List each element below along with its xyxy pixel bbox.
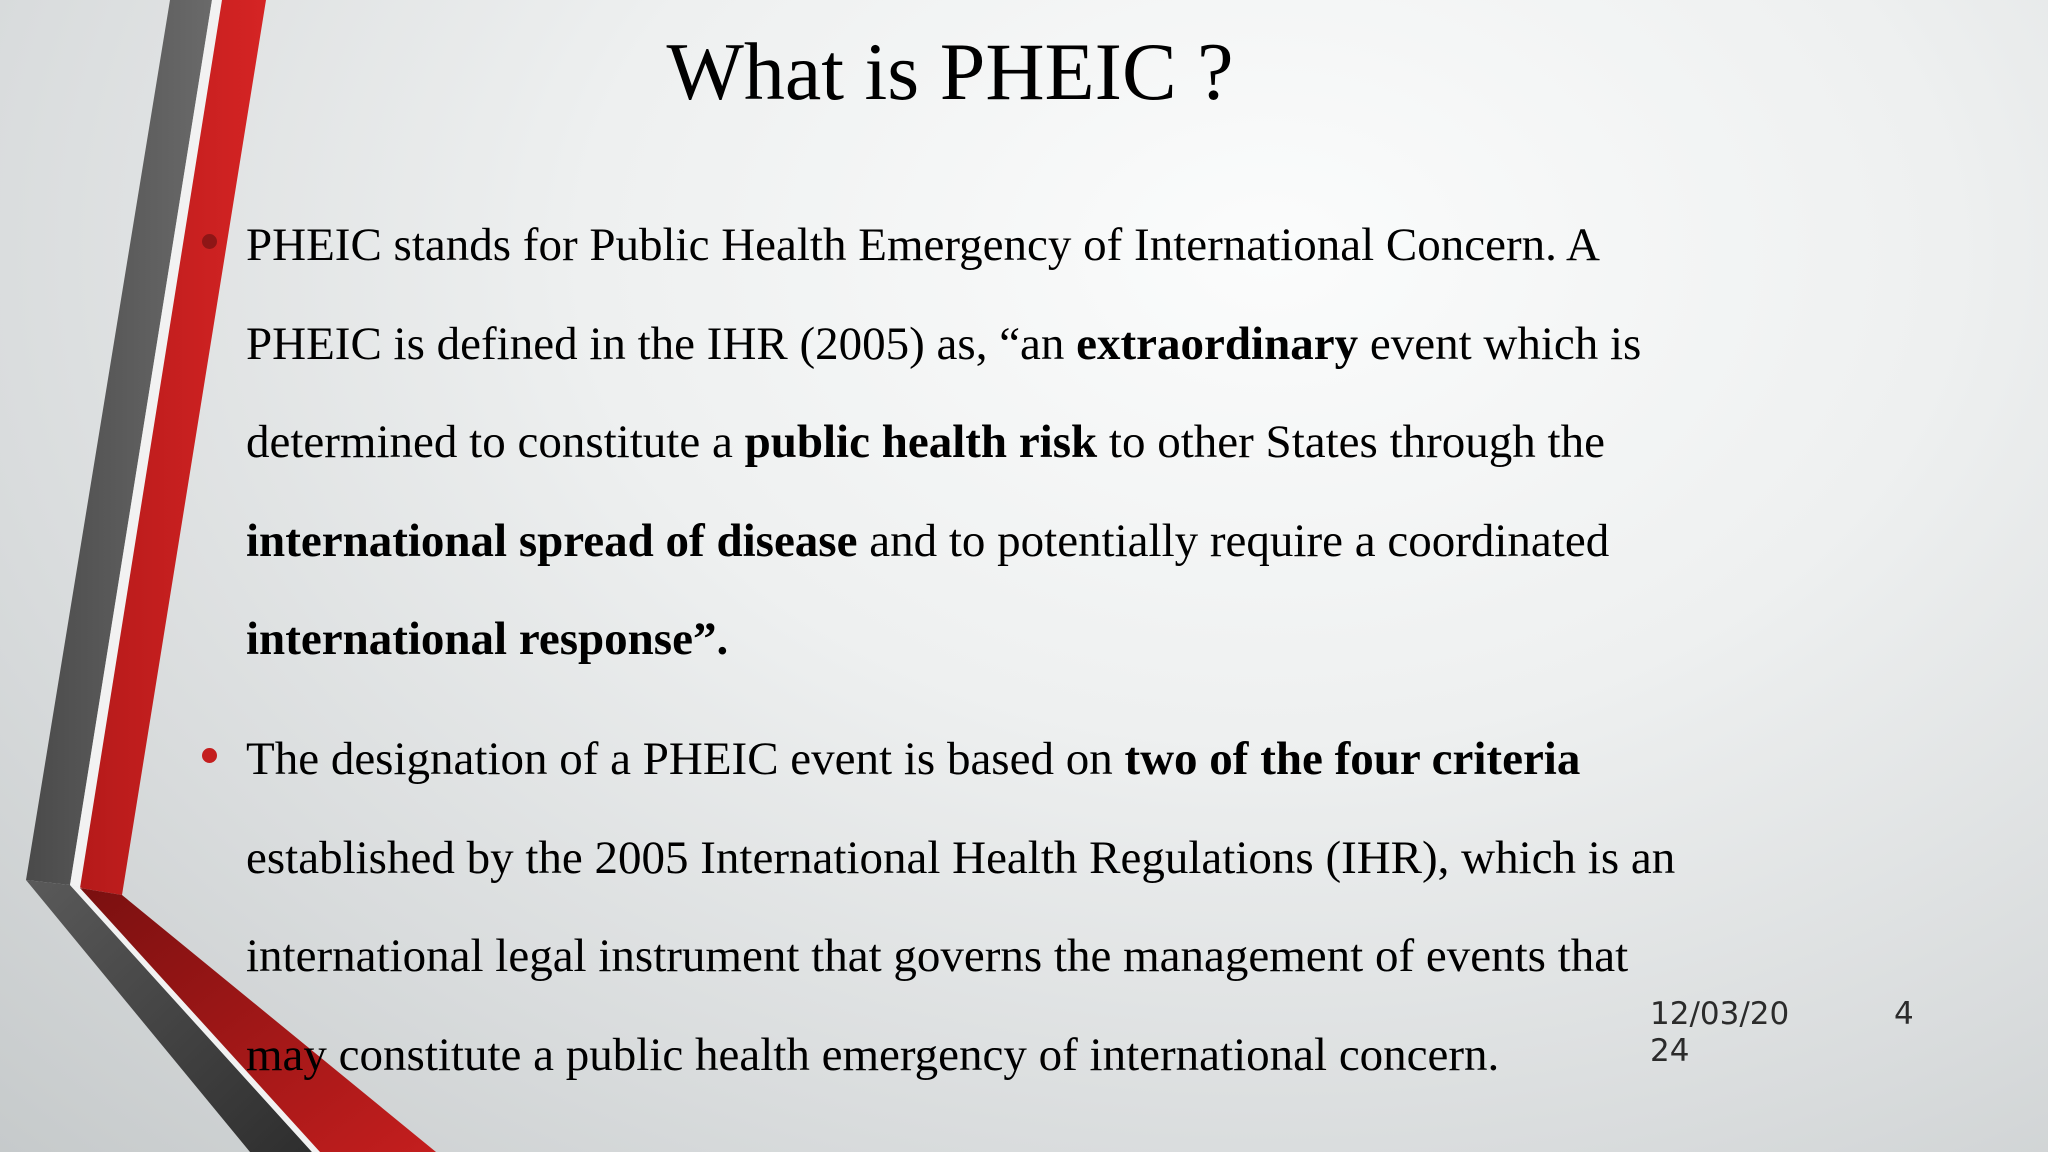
bullet-marker-2 xyxy=(202,748,217,763)
bold-text-run: extraordinary xyxy=(1076,317,1359,370)
bold-text-run: public health risk xyxy=(744,416,1098,468)
text-run: PHEIC stands for Public Health Emergency of International Concern. A xyxy=(246,219,1600,271)
text-run: to other States through the xyxy=(1097,416,1605,468)
bullet-marker-1 xyxy=(202,234,217,249)
bullet-2-line-3 xyxy=(246,907,1846,1006)
bullet-1-line-1 xyxy=(246,196,1846,295)
page-number: 4 xyxy=(1894,996,1914,1032)
bullet-1-line-3 xyxy=(246,393,1846,492)
bullet-paragraph-2 xyxy=(246,710,1846,1104)
footer-date: 12/03/2024 xyxy=(1650,996,1790,1069)
slide-title: What is PHEIC ? xyxy=(666,26,1234,117)
bold-text-run: international spread of disease xyxy=(246,514,858,567)
bold-text-run: international response”. xyxy=(246,613,729,665)
text-run: event which is xyxy=(1358,317,1642,370)
bullet-1-line-5 xyxy=(246,590,1846,689)
bullet-1-line-2 xyxy=(246,295,1846,394)
bold-text-run: two of the four criteria xyxy=(1124,733,1581,785)
text-run: international legal instrument that governs the management of events that xyxy=(246,930,1629,982)
text-run: and to potentially require a coordinated xyxy=(857,514,1610,567)
bullet-2-line-2 xyxy=(246,809,1846,908)
bullet-1-line-4 xyxy=(246,492,1846,591)
text-run: may constitute a public health emergency of international concern. xyxy=(246,1028,1500,1081)
text-run: established by the 2005 International Health Regulations (IHR), which is an xyxy=(246,831,1676,884)
bullet-2-line-4 xyxy=(246,1006,1846,1105)
text-run: determined to constitute a xyxy=(246,416,745,468)
bullet-2-line-1 xyxy=(246,710,1846,809)
text-run: PHEIC is defined in the IHR (2005) as, “an xyxy=(246,317,1077,370)
stripe-white-gap xyxy=(70,0,222,888)
text-run: The designation of a PHEIC event is based on xyxy=(246,733,1125,785)
bullet-paragraph-1 xyxy=(246,196,1846,689)
